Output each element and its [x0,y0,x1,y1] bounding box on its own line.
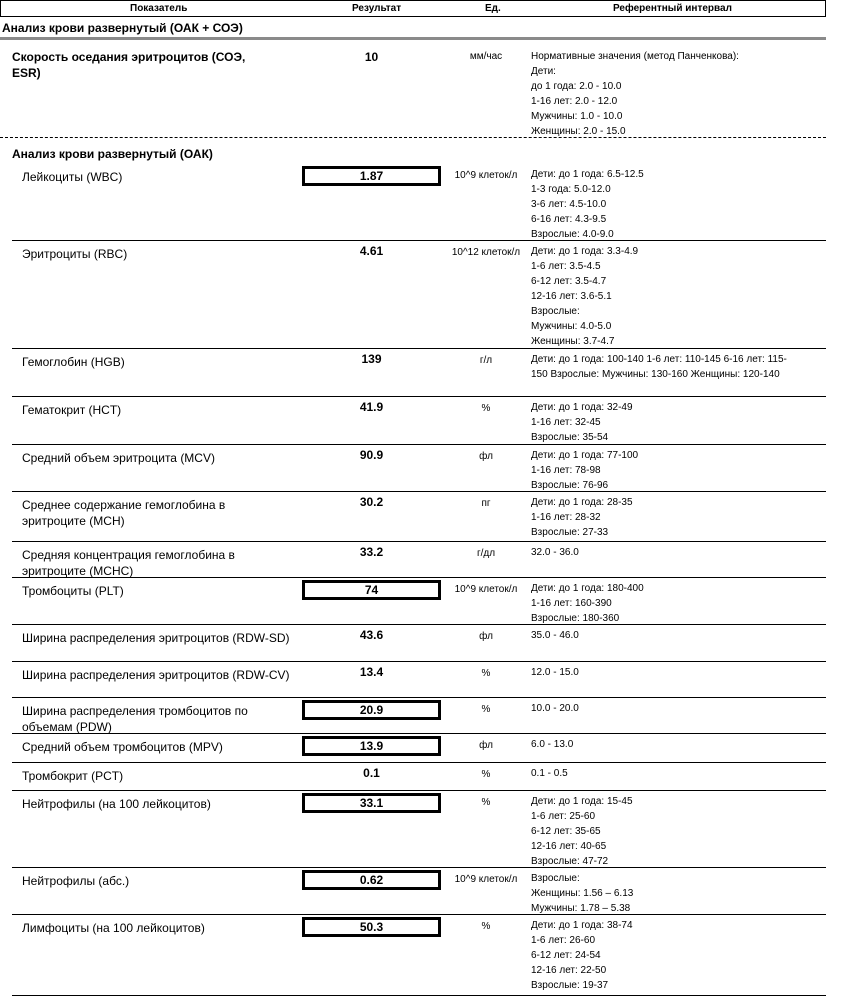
esr-unit: мм/час [469,51,503,62]
reference-line: 1-6 лет: 25-60 [531,811,596,822]
result-value: 13.4 [359,665,384,679]
unit: % [481,769,491,780]
reference-line: 1-16 лет: 28-32 [531,512,601,523]
reference-line: Мужчины: 1.78 – 5.38 [531,903,631,914]
reference-line: 1-16 лет: 32-45 [531,417,601,428]
unit: % [481,704,491,715]
esr-reference-line: до 1 года: 2.0 - 10.0 [531,81,622,92]
table-header [0,0,826,17]
unit: г/л [479,355,493,366]
result-value: 139 [361,352,382,366]
unit: пг [481,498,491,509]
section-title: Анализ крови развернутый (ОАК + СОЭ) [2,21,243,35]
reference-interval [531,545,791,560]
reference-line: 12-16 лет: 40-65 [531,841,607,852]
parameter-name: Гемоглобин (HGB) [22,355,125,369]
esr-reference [531,49,791,139]
unit: % [481,668,491,679]
result-value: 43.6 [359,628,384,642]
unit: г/дл [476,548,496,559]
parameter-name: Ширина распределения тромбоцитов по объемам (PDW) [22,704,248,734]
reference-line: 10.0 - 20.0 [531,703,579,714]
esr-row [0,40,826,135]
reference-line: 1-6 лет: 3.5-4.5 [531,261,601,272]
reference-line: 12-16 лет: 22-50 [531,965,607,976]
unit: 10^9 клеток/л [454,170,518,181]
column-header-unit: Ед. [485,3,501,14]
esr-reference-line: Дети: [531,66,556,77]
section-dashed-divider [0,137,826,138]
unit: % [481,921,491,932]
table-row [0,763,826,791]
parameter-name: Средний объем тромбоцитов (MPV) [22,740,223,754]
parameter-name: Лимфоциты (на 100 лейкоцитов) [22,921,205,935]
reference-line: 6-12 лет: 35-65 [531,826,601,837]
reference-interval [531,581,791,626]
reference-interval [531,167,791,242]
parameter-name: Эритроциты (RBC) [22,247,128,261]
reference-interval [531,352,791,382]
result-value: 33.2 [359,545,384,559]
reference-line: 6-12 лет: 24-54 [531,950,601,961]
reference-interval [531,737,791,752]
reference-line: Дети: до 1 года: 6.5-12.5 [531,169,644,180]
result-value: 90.9 [359,448,384,462]
parameter-name: Нейтрофилы (абс.) [22,874,130,888]
parameter-name: Гематокрит (HCT) [22,403,122,417]
table-row [0,868,826,915]
result-value-flagged: 20.9 [302,700,441,720]
table-row [0,349,826,397]
unit: фл [479,451,493,462]
row-divider [12,995,826,996]
table-row [0,791,826,868]
unit: % [481,797,491,808]
reference-interval [531,871,791,916]
table-row [0,164,826,241]
reference-line: 1-16 лет: 78-98 [531,465,601,476]
result-value-flagged: 0.62 [302,870,441,890]
reference-line: Взрослые: 27-33 [531,527,609,538]
result-value: 30.2 [359,495,384,509]
reference-line: Дети: до 1 года: 180-400 [531,583,644,594]
reference-interval [531,400,791,445]
reference-interval [531,448,791,493]
reference-line: Дети: до 1 года: 100-140 1-6 лет: 110-145 6-16 лет: 115-150 Взрослые: Мужчины: 130-160 Женщины: 120-140 [531,354,787,380]
unit: фл [479,631,493,642]
unit: % [481,403,491,414]
table-row [0,734,826,763]
table-row [0,241,826,349]
table-row [0,492,826,542]
parameter-name: Тромбокрит (PCT) [22,769,124,783]
reference-interval [531,701,791,716]
reference-line: 0.1 - 0.5 [531,768,568,779]
reference-line: Женщины: 3.7-4.7 [531,336,615,347]
result-value-flagged: 1.87 [302,166,441,186]
esr-value: 10 [364,50,379,64]
reference-line: Взрослые: [531,873,580,884]
result-value-flagged: 33.1 [302,793,441,813]
unit: 10^9 клеток/л [454,874,518,885]
unit: 10^9 клеток/л [454,584,518,595]
reference-line: Мужчины: 4.0-5.0 [531,321,612,332]
unit: 10^12 клеток/л [451,247,521,258]
reference-line: 6-12 лет: 3.5-4.7 [531,276,607,287]
column-header-reference: Референтный интервал [613,3,732,14]
parameter-name: Среднее содержание гемоглобина в эритроците (MCH) [22,498,226,528]
reference-line: 12-16 лет: 3.6-5.1 [531,291,612,302]
result-value-flagged: 74 [302,580,441,600]
parameter-name: Ширина распределения эритроцитов (RDW-SD) [22,631,290,645]
result-value: 41.9 [359,400,384,414]
table-row [0,445,826,492]
parameter-name: Тромбоциты (PLT) [22,584,124,598]
reference-interval [531,495,791,540]
reference-line: 12.0 - 15.0 [531,667,579,678]
reference-line: 6.0 - 13.0 [531,739,574,750]
reference-line: Взрослые: 47-72 [531,856,609,867]
column-header-name: Показатель [130,3,188,14]
table-row [0,915,826,996]
table-row [0,698,826,734]
reference-line: Дети: до 1 года: 38-74 [531,920,633,931]
table-row [0,397,826,445]
reference-line: Дети: до 1 года: 3.3-4.9 [531,246,639,257]
esr-reference-line: 1-16 лет: 2.0 - 12.0 [531,96,618,107]
subsection-title: Анализ крови развернутый (ОАК) [12,147,213,161]
parameter-name: Ширина распределения эритроцитов (RDW-CV) [22,668,290,682]
reference-line: 3-6 лет: 4.5-10.0 [531,199,607,210]
column-header-result: Результат [352,3,402,14]
reference-line: Женщины: 1.56 – 6.13 [531,888,634,899]
reference-interval [531,628,791,643]
reference-interval [531,244,791,349]
result-value: 4.61 [359,244,384,258]
unit: фл [479,740,493,751]
reference-interval [531,665,791,680]
result-value-flagged: 50.3 [302,917,441,937]
table-row [0,662,826,698]
reference-line: Взрослые: [531,306,580,317]
reference-line: Дети: до 1 года: 28-35 [531,497,633,508]
reference-line: Взрослые: 4.0-9.0 [531,229,614,240]
parameter-name: Средний объем эритроцита (MCV) [22,451,215,465]
esr-reference-line: Нормативные значения (метод Панченкова): [531,51,739,62]
reference-line: 6-16 лет: 4.3-9.5 [531,214,607,225]
result-value-flagged: 13.9 [302,736,441,756]
reference-line: Взрослые: 19-37 [531,980,609,991]
reference-interval [531,766,791,781]
esr-name: Скорость оседания эритроцитов (СОЭ, ESR) [12,50,246,80]
reference-line: Дети: до 1 года: 32-49 [531,402,633,413]
reference-line: 1-16 лет: 160-390 [531,598,612,609]
reference-line: 1-3 года: 5.0-12.0 [531,184,611,195]
reference-interval [531,918,791,993]
table-row [0,578,826,625]
reference-line: Дети: до 1 года: 77-100 [531,450,639,461]
esr-reference-line: Женщины: 2.0 - 15.0 [531,126,626,137]
reference-line: Взрослые: 35-54 [531,432,609,443]
result-value: 0.1 [363,766,380,780]
parameter-name: Лейкоциты (WBC) [22,170,123,184]
reference-line: 32.0 - 36.0 [531,547,579,558]
parameter-name: Средняя концентрация гемоглобина в эритроците (MCHC) [22,548,235,578]
parameter-name: Нейтрофилы (на 100 лейкоцитов) [22,797,211,811]
reference-line: 1-6 лет: 26-60 [531,935,596,946]
reference-line: Взрослые: 76-96 [531,480,609,491]
reference-line: 35.0 - 46.0 [531,630,579,641]
esr-reference-line: Мужчины: 1.0 - 10.0 [531,111,623,122]
reference-line: Взрослые: 180-360 [531,613,620,624]
table-row [0,542,826,578]
reference-interval [531,794,791,869]
table-row [0,625,826,662]
reference-line: Дети: до 1 года: 15-45 [531,796,633,807]
